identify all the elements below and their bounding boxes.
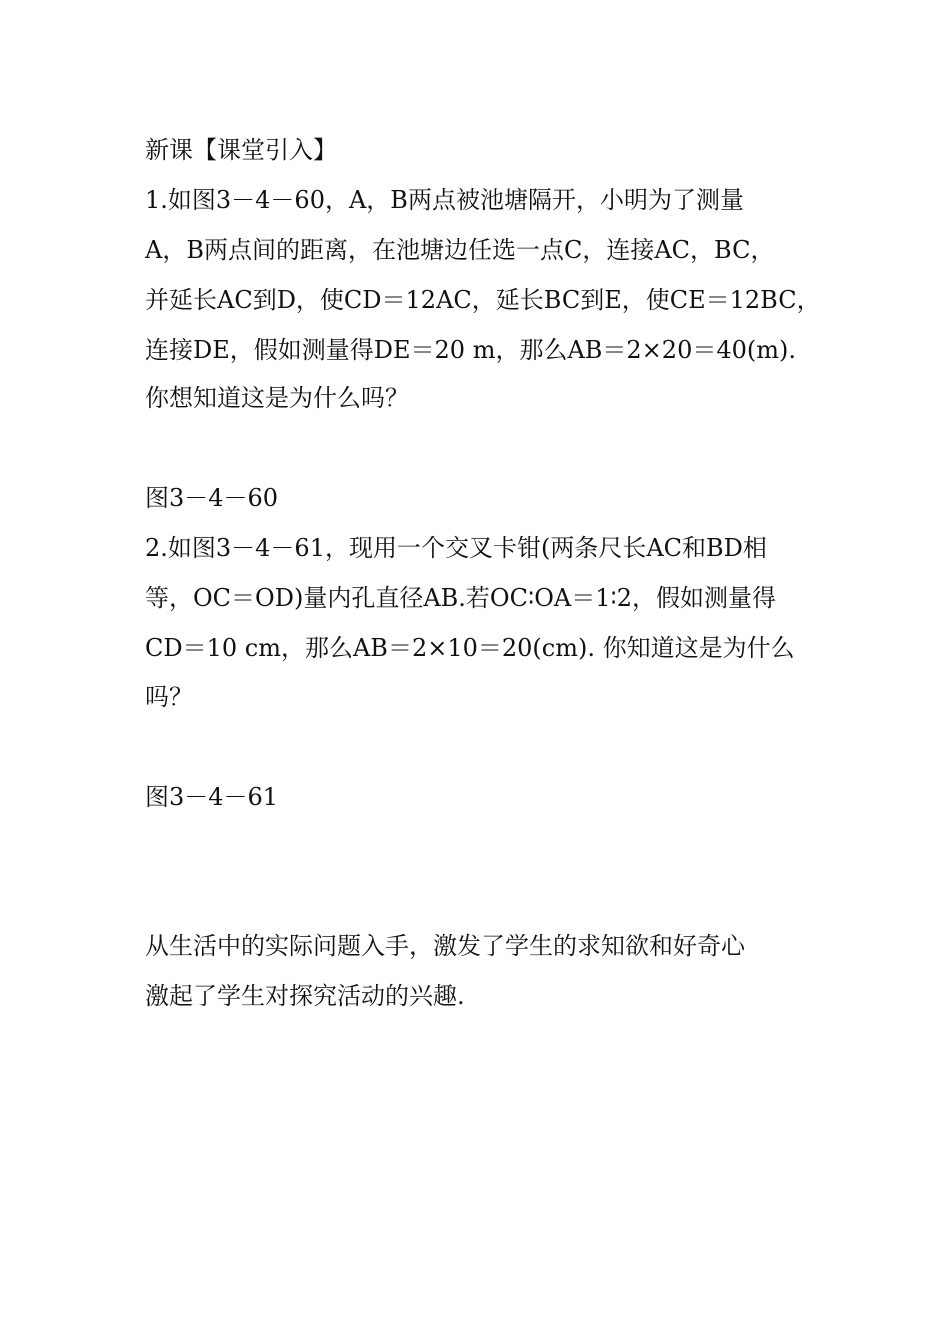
figure-caption-2: 图3－4－61 [145,783,279,811]
section-title: 新课【课堂引入】 [145,136,337,164]
problem1-line-3: 并延长AC到D，使CD＝12AC，延长BC到E，使CE＝12BC， [145,286,821,314]
problem1-line-1: 1.如图3－4－60，A，B两点被池塘隔开，小明为了测量 [145,186,744,214]
problem1-line-2: A，B两点间的距离，在池塘边任选一点C，连接AC，BC， [145,236,775,264]
figure-caption-1: 图3－4－60 [145,484,279,512]
summary-line-2: 激起了学生对探究活动的兴趣. [145,982,465,1010]
problem1-line-5: 你想知道这是为什么吗？ [145,384,409,412]
problem2-line-1: 2.如图3－4－61，现用一个交叉卡钳(两条尺长AC和BD相 [145,534,767,562]
problem2-line-3: CD＝10 cm，那么AB＝2×10＝20(cm). 你知道这是为什么 [145,634,795,662]
summary-line-1: 从生活中的实际问题入手，激发了学生的求知欲和好奇心 [145,932,745,960]
problem2-line-4: 吗？ [145,683,193,711]
problem2-line-2: 等，OC＝OD)量内孔直径AB.若OC∶OA＝1∶2，假如测量得 [145,584,776,612]
problem1-line-4: 连接DE，假如测量得DE＝20 m，那么AB＝2×20＝40(m). [145,336,796,364]
